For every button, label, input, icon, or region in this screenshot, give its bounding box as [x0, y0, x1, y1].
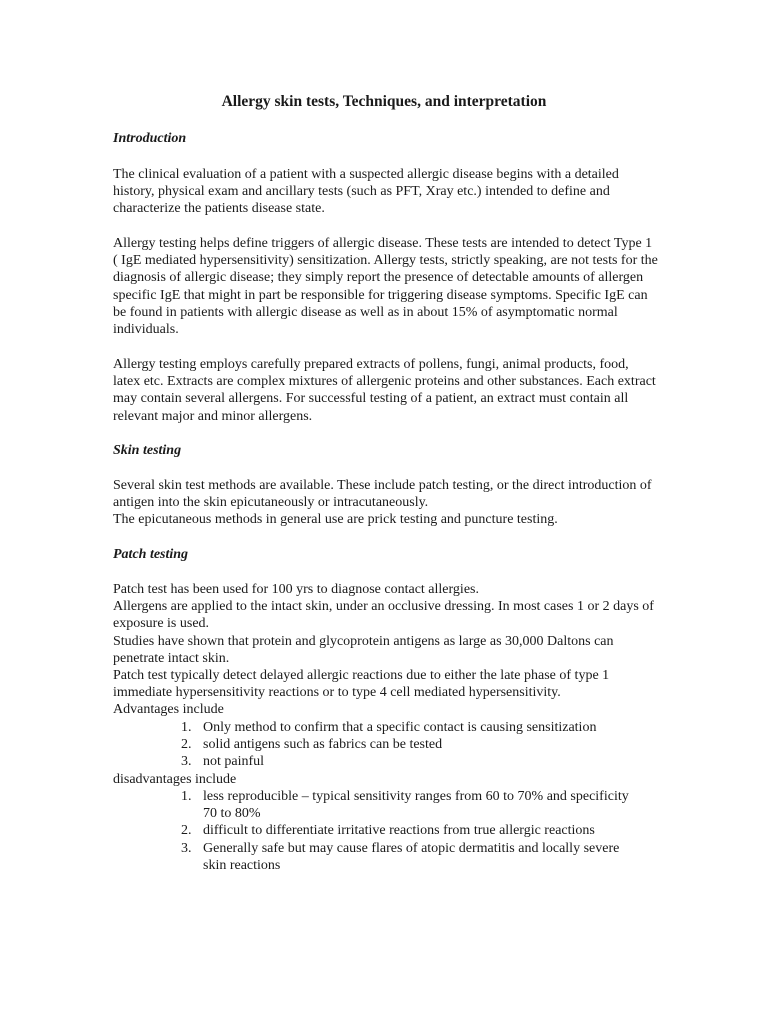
patch-testing-text	[113, 581, 658, 719]
skin-testing-line-1: Several skin test methods are available. These include patch testing, or the direct introduction of antigen into the skin epicutaneously or intracutaneously.	[113, 478, 652, 511]
patch-testing-line-4: Patch test typically detect delayed allergic reactions due to either the late phase of type 1 immediate hypersensitivity reactions or to type 4 cell mediated hypersensitivity.	[113, 668, 610, 701]
document-title: Allergy skin tests, Techniques, and interpretation	[221, 93, 547, 110]
list-item-number: 2.	[181, 737, 192, 753]
list-item	[181, 736, 651, 753]
section-heading-introduction: Introduction	[113, 131, 187, 146]
skin-testing-line-2: The epicutaneous methods in general use are prick testing and puncture testing.	[113, 512, 558, 528]
patch-testing-line-3: Studies have shown that protein and glycoprotein antigens as large as 30,000 Daltons can penetrate intact skin.	[113, 633, 614, 666]
list-item-text: solid antigens such as fabrics can be tested	[203, 737, 443, 753]
list-item	[181, 840, 631, 874]
advantages-label: Advantages include	[113, 702, 224, 718]
list-item	[181, 788, 631, 822]
list-item-number: 1.	[181, 720, 192, 735]
list-item	[181, 753, 651, 770]
disadvantages-label: disadvantages include	[113, 772, 237, 787]
list-item	[181, 719, 651, 736]
skin-testing-text	[113, 477, 658, 529]
list-item	[181, 822, 631, 839]
list-item-text: less reproducible – typical sensitivity ranges from 60 to 70% and specificity 70 to 80%	[203, 789, 629, 822]
list-item-number: 1.	[181, 789, 192, 804]
list-item-number: 2.	[181, 823, 192, 839]
list-item-number: 3.	[181, 754, 192, 770]
list-item-text: Generally safe but may cause flares of atopic dermatitis and locally severe skin reactions	[203, 840, 620, 873]
intro-paragraph-2: Allergy testing helps define triggers of allergic disease. These tests are intended to detect Type 1 ( IgE mediated hypersensitivity) sensitization. Allergy tests, strictly speaking, are not tests for the diagnosis of allergic disease; they simply report the presence of detectable amounts of allergen specific IgE that might in part be responsible for triggering disease symptoms. Specific IgE can be found in patients with allergic disease as well as in about 15% of asymptomatic normal individuals.	[113, 236, 658, 338]
list-item-number: 3.	[181, 840, 192, 856]
list-item-text: difficult to differentiate irritative reactions from true allergic reactions	[203, 823, 595, 839]
disadvantages-list	[181, 788, 631, 874]
section-heading-patch-testing: Patch testing	[113, 547, 189, 562]
patch-testing-line-2: Allergens are applied to the intact skin, under an occlusive dressing. In most cases 1 or 2 days of exposure is used.	[113, 599, 654, 632]
intro-paragraph-1: The clinical evaluation of a patient with a suspected allergic disease begins with a detailed history, physical exam and ancillary tests (such as PFT, Xray etc.) intended to define and characterize the patients disease state.	[113, 167, 619, 217]
advantages-list	[181, 719, 651, 771]
intro-paragraph-3: Allergy testing employs carefully prepared extracts of pollens, fungi, animal products, food, latex etc. Extracts are complex mixtures of allergenic proteins and other substances. Each extract may contain several allergens. For successful testing of a patient, an extract must contain all relevant major and minor allergens.	[113, 357, 656, 424]
list-item-text: not painful	[203, 754, 265, 770]
section-heading-skin-testing: Skin testing	[113, 443, 182, 458]
list-item-text: Only method to confirm that a specific contact is causing sensitization	[203, 720, 597, 735]
patch-testing-line-1: Patch test has been used for 100 yrs to diagnose contact allergies.	[113, 582, 479, 597]
